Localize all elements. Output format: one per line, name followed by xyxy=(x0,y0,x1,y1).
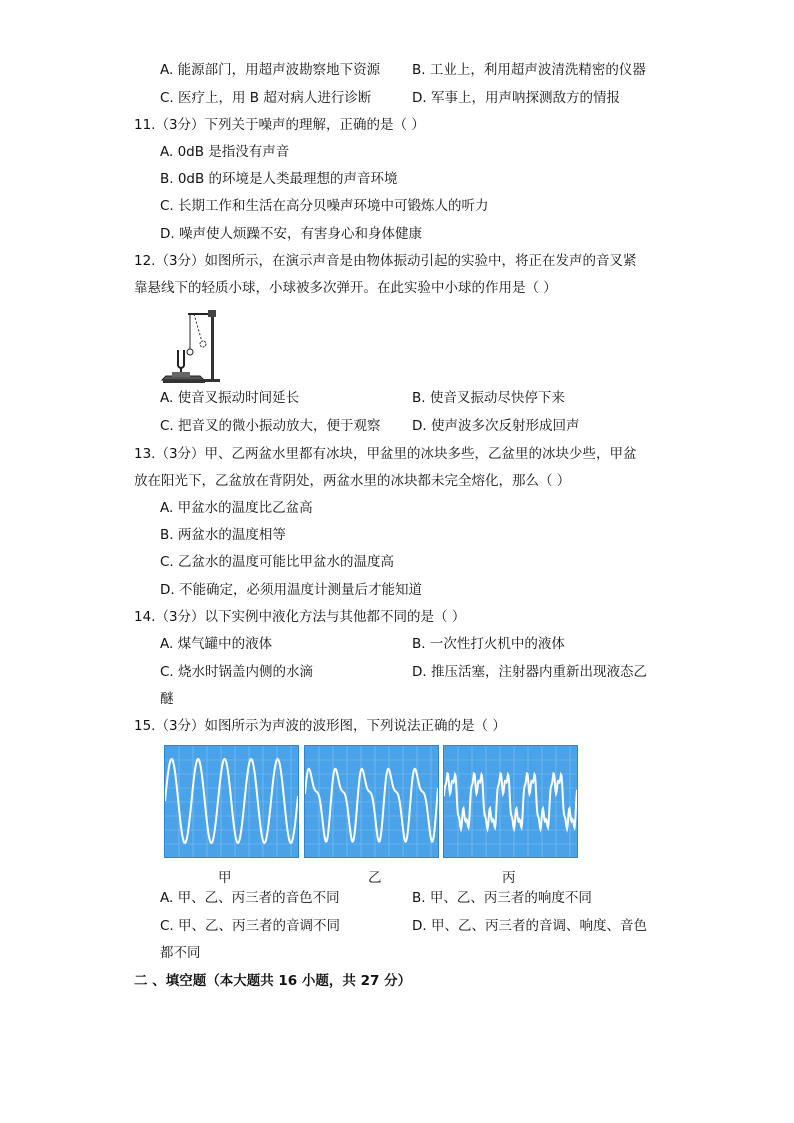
q14-option-c: C. 烧水时锅盖内侧的水滴 xyxy=(160,664,314,680)
waveform-bing-graphic xyxy=(444,746,577,857)
q12-option-b: B. 使音叉振动尽快停下来 xyxy=(412,390,565,406)
q15-option-a: A. 甲、乙、丙三者的音色不同 xyxy=(160,890,340,906)
q14-option-a: A. 煤气罐中的液体 xyxy=(160,636,273,652)
q11-option-a: A. 0dB 是指没有声音 xyxy=(160,144,290,160)
waveform-panel-bing xyxy=(443,745,578,858)
q12-option-c: C. 把音叉的微小振动放大，便于观察 xyxy=(160,418,381,434)
waveform-label-jia: 甲 xyxy=(218,870,232,886)
q12-option-a: A. 使音叉振动时间延长 xyxy=(160,390,300,406)
waveform-panel-yi xyxy=(304,745,439,858)
q11-option-b: B. 0dB 的环境是人类最理想的声音环境 xyxy=(160,171,398,187)
section-heading-fill-in: 二 、填空题（本大题共 16 小题，共 27 分） xyxy=(134,973,412,989)
q13-option-a: A. 甲盆水的温度比乙盆高 xyxy=(160,500,313,516)
q11-option-d: D. 噪声使人烦躁不安，有害身心和身体健康 xyxy=(160,226,422,242)
q10-option-b: B. 工业上，利用超声波清洗精密的仪器 xyxy=(412,62,646,78)
tuning-fork-apparatus-figure xyxy=(160,306,222,384)
q13-stem-line1: 13.（3分）甲、乙两盆水里都有冰块，甲盆里的冰块多些，乙盆里的冰块少些，甲盆 xyxy=(134,446,637,462)
q10-option-a: A. 能源部门，用超声波勘察地下资源 xyxy=(160,62,381,78)
waveform-label-yi: 乙 xyxy=(368,870,382,886)
q15-stem: 15.（3分）如图所示为声波的波形图，下列说法正确的是（ ） xyxy=(134,718,506,734)
q11-stem: 11.（3分）下列关于噪声的理解，正确的是（ ） xyxy=(134,117,425,133)
waveform-jia-graphic xyxy=(165,746,298,857)
q14-option-d: D. 推压活塞，注射器内重新出现液态乙 xyxy=(412,664,647,680)
q12-stem-line2: 靠悬线下的轻质小球，小球被多次弹开。在此实验中小球的作用是（ ） xyxy=(134,280,557,296)
waveform-panel-jia xyxy=(164,745,299,858)
q14-stem: 14.（3分）以下实例中液化方法与其他都不同的是（ ） xyxy=(134,609,466,625)
q13-stem-line2: 放在阳光下，乙盆放在背阴处，两盆水里的冰块都未完全熔化，那么（ ） xyxy=(134,473,571,489)
q13-option-b: B. 两盆水的温度相等 xyxy=(160,527,286,543)
q11-option-c: C. 长期工作和生活在高分贝噪声环境中可锻炼人的听力 xyxy=(160,198,489,214)
q12-option-d: D. 使声波多次反射形成回声 xyxy=(412,418,580,434)
q15-option-d: D. 甲、乙、丙三者的音调、响度、音色 xyxy=(412,918,647,934)
q15-option-d-continued: 都不同 xyxy=(160,945,201,961)
q14-option-d-continued: 醚 xyxy=(160,691,174,707)
waveform-yi-graphic xyxy=(305,746,438,857)
q15-option-c: C. 甲、乙、丙三者的音调不同 xyxy=(160,918,341,934)
q13-option-d: D. 不能确定，必须用温度计测量后才能知道 xyxy=(160,582,422,598)
q10-option-c: C. 医疗上，用 B 超对病人进行诊断 xyxy=(160,90,372,106)
q12-stem-line1: 12.（3分）如图所示，在演示声音是由物体振动引起的实验中，将正在发声的音叉紧 xyxy=(134,253,637,269)
q15-option-b: B. 甲、乙、丙三者的响度不同 xyxy=(412,890,592,906)
q14-option-b: B. 一次性打火机中的液体 xyxy=(412,636,565,652)
q10-option-d: D. 军事上，用声呐探测敌方的情报 xyxy=(412,90,620,106)
q13-option-c: C. 乙盆水的温度可能比甲盆水的温度高 xyxy=(160,554,395,570)
waveform-label-bing: 丙 xyxy=(502,870,516,886)
